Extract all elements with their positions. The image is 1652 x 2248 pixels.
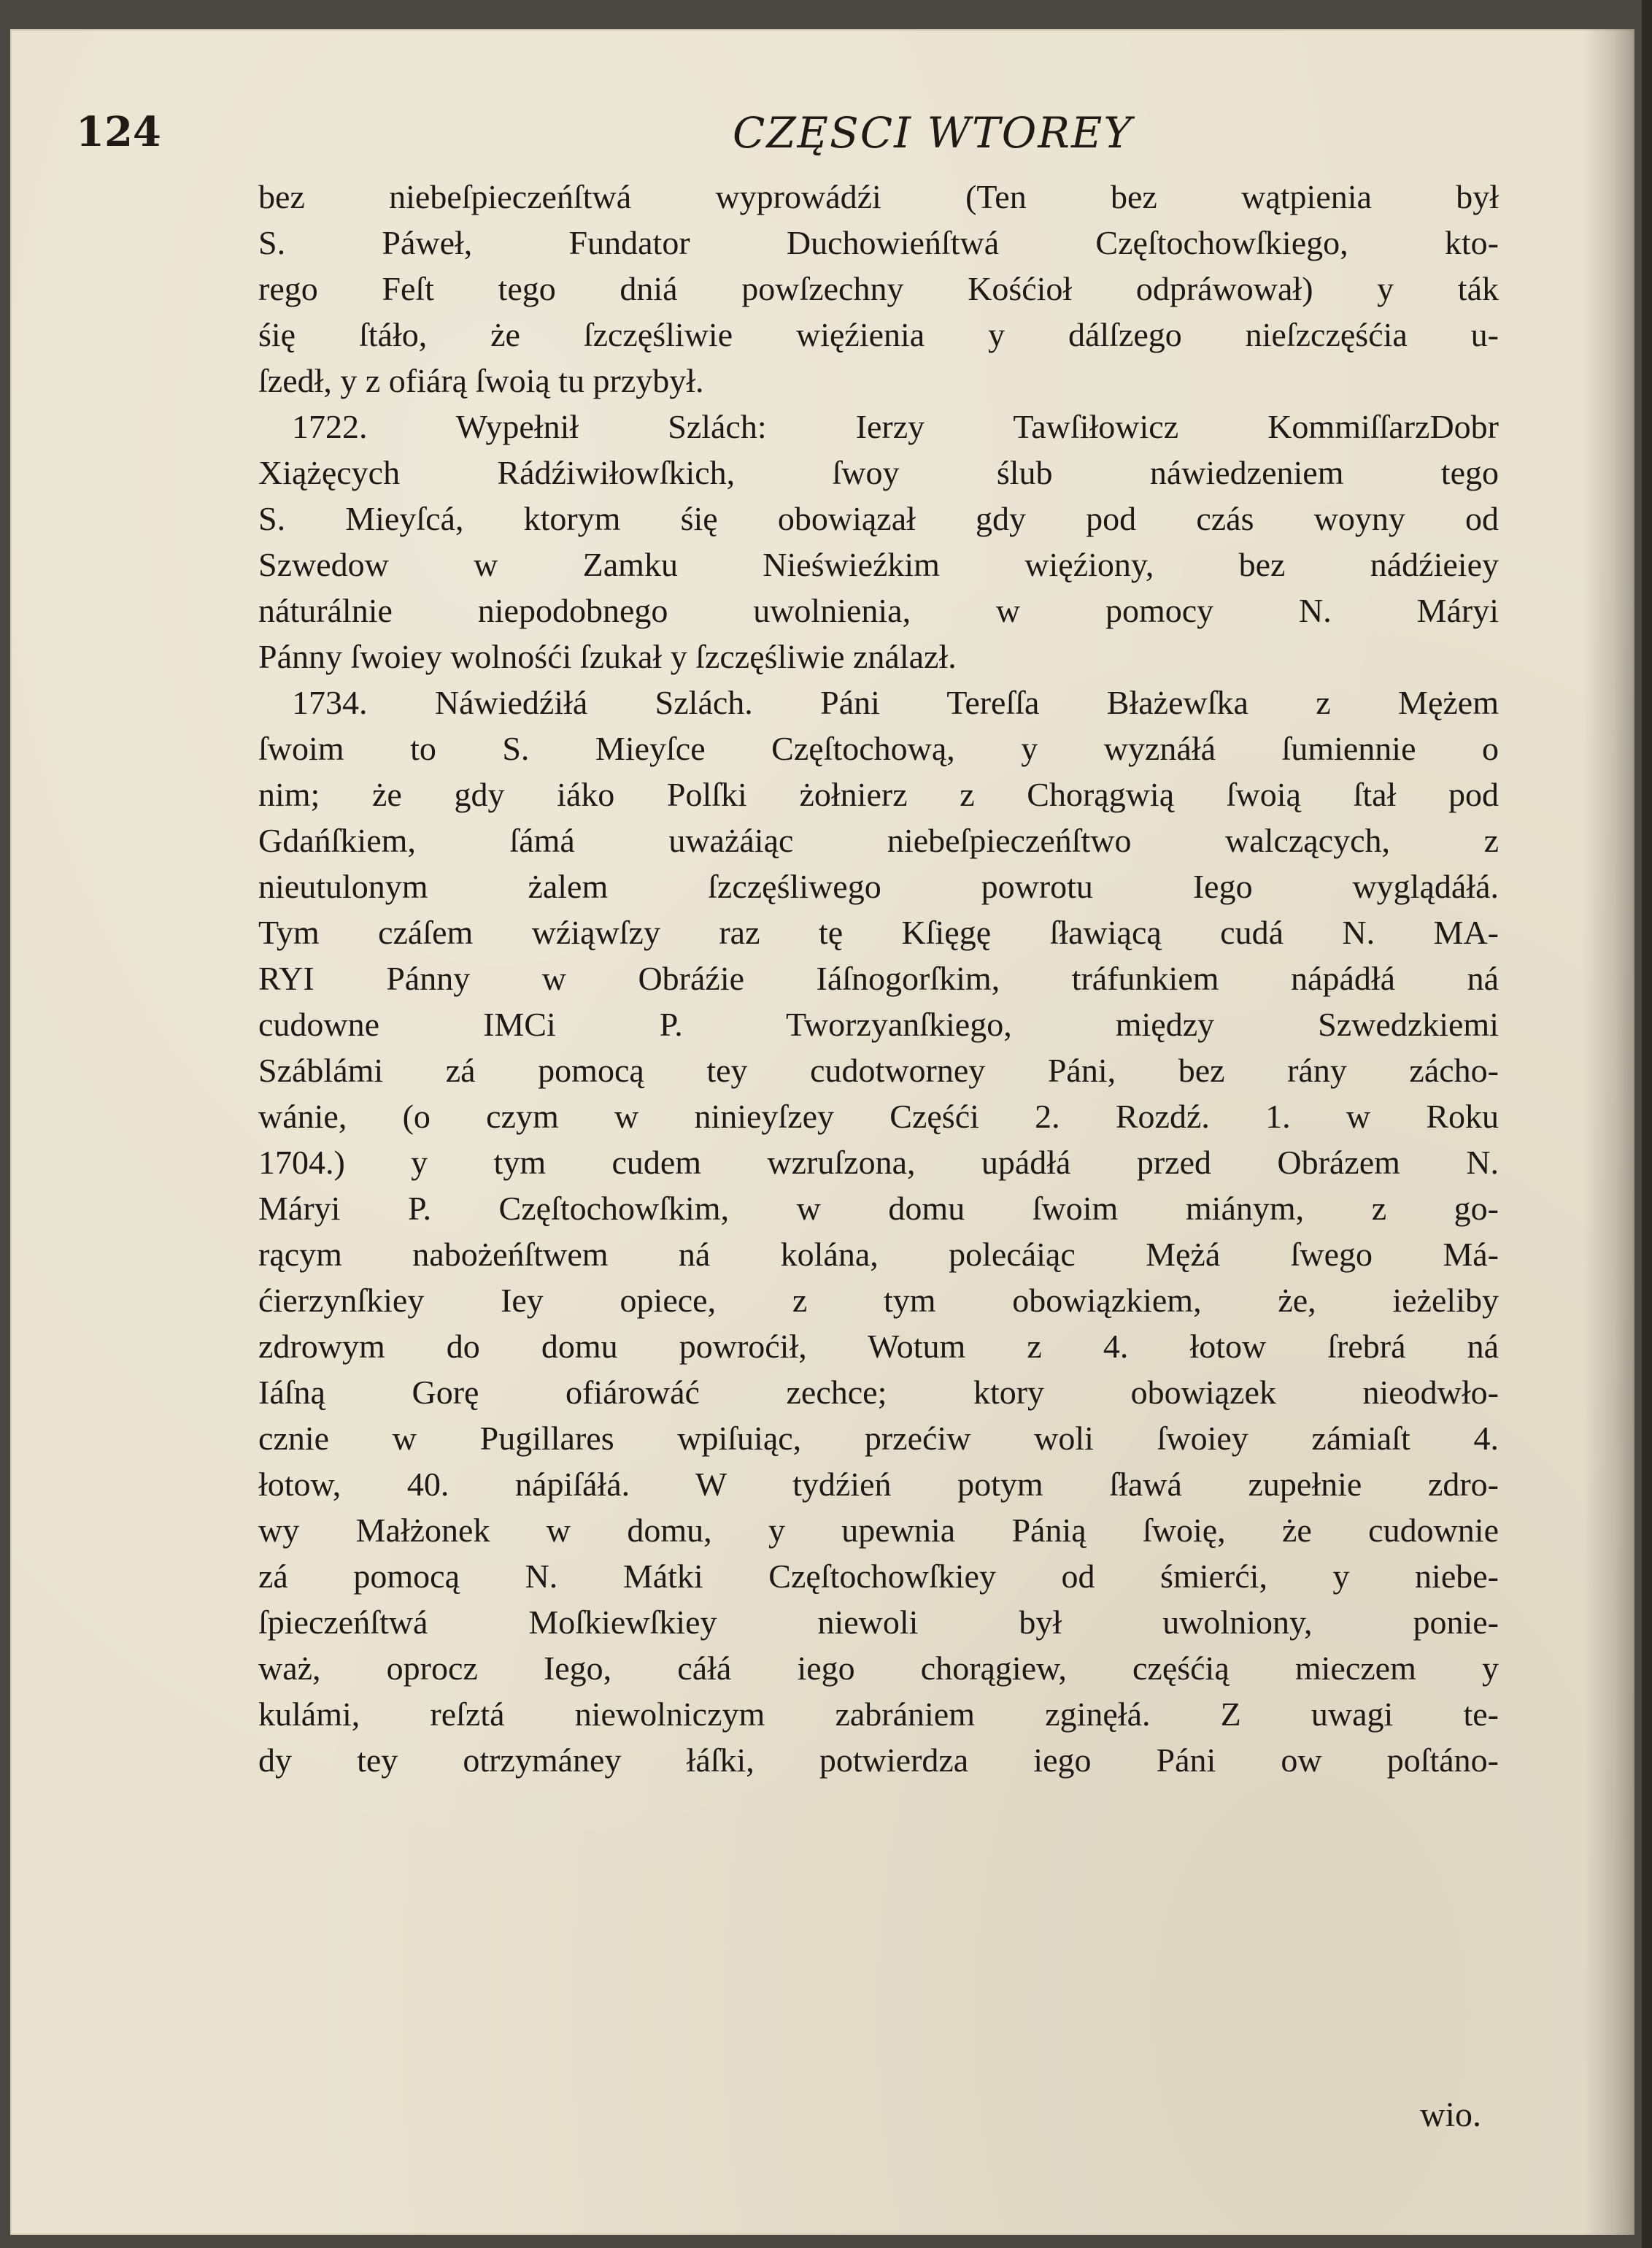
text-line: 1722. Wypełnił Szlách: Ierzy Tawſiłowicz KommiſſarzDobr bbox=[292, 408, 1499, 445]
text-line: bez niebeſpieczeńſtwá wyprowádźi (Ten bez wątpienia był bbox=[258, 178, 1499, 215]
text-line: wánie, (o czym w ninieyſzey Częśći 2. Rozdź. 1. w Roku bbox=[258, 1098, 1499, 1135]
text-line: waż, oprocz Iego, cáłá iego chorągiew, częśćią mieczem y bbox=[258, 1650, 1499, 1687]
text-line: rącym nabożeńſtwem ná kolána, polecáiąc Mężá ſwego Má- bbox=[258, 1236, 1499, 1273]
text-line: nim; że gdy iáko Polſki żołnierz z Chorągwią ſwoią ſtał pod bbox=[258, 776, 1499, 813]
book-page bbox=[10, 29, 1634, 2235]
text-line: cudowne IMCi P. Tworzyanſkiego, między Szwedzkiemi bbox=[258, 1006, 1499, 1043]
text-line: Tym czáſem wźiąwſzy raz tę Kſięgę ſławiącą cudá N. MA- bbox=[258, 914, 1499, 951]
catchword: wio. bbox=[1420, 2095, 1481, 2134]
text-line: zdrowym do domu powroćił, Wotum z 4. łotow ſrebrá ná bbox=[258, 1328, 1499, 1365]
text-line: náturálnie niepodobnego uwolnienia, w pomocy N. Máryi bbox=[258, 592, 1499, 629]
page-header bbox=[76, 108, 1506, 174]
text-line: Xiążęcych Rádźiwiłowſkich, ſwoy ślub náwiedzeniem tego bbox=[258, 454, 1499, 491]
text-line: kulámi, reſztá niewolniczym zabrániem zginęłá. Z uwagi te- bbox=[258, 1695, 1499, 1733]
text-line: ćierzynſkiey Iey opiece, z tym obowiązkiem, że, ieżeliby bbox=[258, 1282, 1499, 1319]
page-number: 124 bbox=[76, 108, 161, 156]
text-line: Máryi P. Częſtochowſkim, w domu ſwoim miánym, z go- bbox=[258, 1190, 1499, 1227]
text-line: wy Małżonek w domu, y upewnia Pánią ſwoię, że cudownie bbox=[258, 1512, 1499, 1549]
text-line: 1704.) y tym cudem wzruſzona, upádłá przed Obrázem N. bbox=[258, 1144, 1499, 1181]
text-line: Iáſną Gorę ofiárowáć zechce; ktory obowiązek nieodwło- bbox=[258, 1374, 1499, 1411]
text-line: S. Mieyſcá, ktorym śię obowiązał gdy pod czás woyny od bbox=[258, 500, 1499, 537]
body-text bbox=[258, 174, 1499, 1783]
text-line: S. Páweł, Fundator Duchowieńſtwá Częſtochowſkiego, kto- bbox=[258, 224, 1499, 261]
text-line: Szwedow w Zamku Nieświeźkim więźiony, bez nádźieiey bbox=[258, 546, 1499, 583]
text-line: ſwoim to S. Mieyſce Częſtochową, y wyznáłá ſumiennie o bbox=[258, 730, 1499, 767]
text-line: 1734. Náwiedźiłá Szlách. Páni Tereſſa Błażewſka z Mężem bbox=[292, 684, 1499, 721]
text-line: nieutulonym żalem ſzczęśliwego powrotu Iego wyglądáłá. bbox=[258, 868, 1499, 905]
text-line: Gdańſkiem, ſámá uważáiąc niebeſpieczeńſtwo walczących, z bbox=[258, 822, 1499, 859]
text-line: ſzedł, y z ofiárą ſwoią tu przybył. bbox=[258, 362, 704, 399]
running-head: CZĘSCI WTOREY bbox=[733, 108, 1133, 158]
text-line: RYI Pánny w Obráźie Iáſnogorſkim, tráfunkiem nápádłá ná bbox=[258, 960, 1499, 997]
text-line: rego Feſt tego dniá powſzechny Kośćioł odpráwował) y ták bbox=[258, 270, 1499, 307]
text-line: Száblámi zá pomocą tey cudotworney Páni, bez rány zácho- bbox=[258, 1052, 1499, 1089]
text-line: ſpieczeńſtwá Moſkiewſkiey niewoli był uwolniony, ponie- bbox=[258, 1604, 1499, 1641]
text-line: Pánny ſwoiey wolnośći ſzukał y ſzczęśliwie ználazł. bbox=[258, 638, 957, 675]
text-line: dy tey otrzymáney łáſki, potwierdza iego Páni ow poſtáno- bbox=[258, 1741, 1499, 1779]
page-gutter-shadow bbox=[1583, 29, 1634, 2235]
text-line: zá pomocą N. Mátki Częſtochowſkiey od śmierći, y niebe- bbox=[258, 1558, 1499, 1595]
spine-edge bbox=[1642, 0, 1652, 2248]
text-line: łotow, 40. nápiſáłá. W tydźień potym ſławá zupełnie zdro- bbox=[258, 1466, 1499, 1503]
text-line: śię ſtáło, że ſzczęśliwie więźienia y dálſzego nieſzczęśćia u- bbox=[258, 316, 1499, 353]
text-line: cznie w Pugillares wpiſuiąc, przećiw woli ſwoiey zámiaſt 4. bbox=[258, 1420, 1499, 1457]
